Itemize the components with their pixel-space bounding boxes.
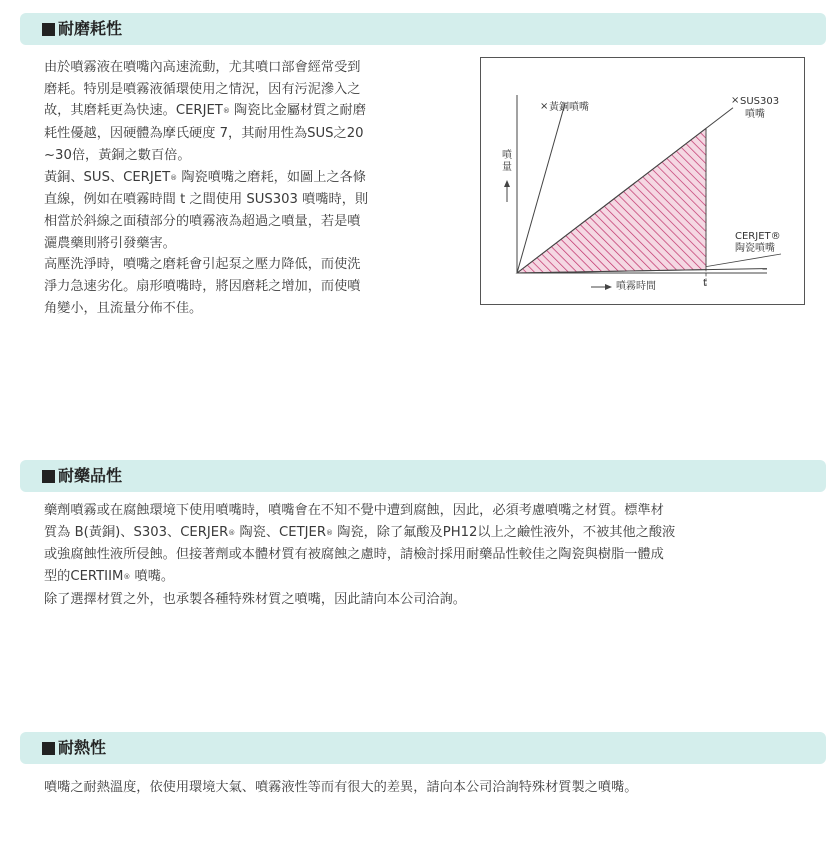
wear-text-line (44, 100, 368, 123)
text-segment: 噴嘴。 (130, 569, 175, 585)
text-segment: 黃銅、SUS、CERJET (44, 169, 171, 185)
text-segment: 高壓洗淨時，噴嘴之磨耗會引起泵之壓力降低，而使洗 (44, 257, 361, 273)
registered-mark: ® (123, 573, 131, 582)
sus303-label-line1: SUS303 (740, 96, 780, 107)
heat-paragraph (44, 777, 637, 799)
wear-text-line (44, 167, 368, 190)
text-segment: 質為 B(黃銅)、S303、CERJER (44, 524, 229, 540)
wear-text-line (44, 276, 368, 298)
section-header-wear (20, 13, 826, 45)
brass-x-mark-icon: × (540, 101, 549, 112)
text-segment: 由於噴霧液在噴嘴內高速流動，尤其噴口部會經常受到 (44, 60, 361, 75)
y-axis-arrowhead-icon (504, 180, 510, 187)
text-segment: 磨耗。特別是噴霧液循環使用之情況，因有污泥滲入之 (44, 81, 361, 97)
square-bullet-icon (42, 470, 55, 483)
wear-text-line (44, 233, 368, 255)
cerjet-label-line2: 陶瓷噴嘴 (735, 243, 775, 254)
text-segment: 除了選擇材質之外，也承製各種特殊材質之噴嘴，因此請向本公司洽詢。 (44, 591, 466, 607)
text-segment: ~30倍，黃銅之數百倍。 (44, 147, 191, 163)
cerjet-label-line1: CERJET® (735, 231, 781, 242)
section-title-chemical: 耐藥品性 (58, 466, 123, 485)
text-segment: 相當於斜線之面積部分的噴霧液為超過之噴量，若是噴 (44, 213, 361, 229)
wear-text-line (44, 254, 368, 276)
chemical-text-line (44, 500, 675, 522)
y-axis-label: 噴量 (502, 150, 512, 173)
registered-mark: ® (222, 107, 230, 116)
text-segment: 淨力急速劣化。扇形噴嘴時，將因磨耗之增加，而使噴 (44, 279, 361, 295)
cerjet-leader-line (706, 254, 781, 267)
time-t-label: t (703, 278, 707, 289)
text-segment: 直線，例如在噴霧時間 t 之間使用 SUS303 噴嘴時，則 (44, 192, 369, 208)
chemical-text-line (44, 544, 675, 566)
brass-nozzle-label: 黃銅噴嘴 (549, 102, 589, 113)
wear-comparison-figure (480, 57, 805, 305)
registered-mark: ® (326, 528, 334, 537)
wear-text-line (44, 57, 368, 79)
text-segment: 陶瓷，除了氟酸及PH12以上之鹼性液外，不被其他之酸液 (333, 524, 676, 540)
wear-text-line (44, 211, 368, 233)
square-bullet-icon (42, 23, 55, 36)
wear-text-line (44, 79, 368, 101)
x-axis-label: 噴霧時間 (616, 281, 656, 292)
section-header-chemical (20, 460, 826, 492)
section-title-wear: 耐磨耗性 (58, 19, 123, 38)
square-bullet-icon (42, 742, 55, 755)
sus-x-mark-icon: × (731, 95, 740, 106)
x-axis-arrowhead-icon (605, 284, 612, 290)
text-segment: 型的CERTIIM (44, 569, 124, 585)
registered-mark: ® (170, 173, 178, 182)
chemical-paragraph (44, 500, 675, 611)
text-segment: 故，其磨耗更為快速。CERJET (44, 103, 223, 119)
chemical-text-line (44, 566, 675, 589)
sus303-label-line2: 噴嘴 (745, 109, 765, 120)
chemical-text-line (44, 522, 675, 545)
text-segment: 灑農藥則將引發藥害。 (44, 235, 176, 251)
chemical-text-line (44, 589, 675, 611)
wear-text-line (44, 123, 368, 145)
wear-text-line (44, 145, 368, 167)
section-header-heat (20, 732, 826, 764)
wear-text-line (44, 298, 368, 320)
text-segment: 陶瓷、CETJER (235, 524, 327, 540)
wear-text-line (44, 189, 368, 211)
text-segment: 角變小，且流量分佈不佳。 (44, 300, 203, 316)
text-segment: 耗性優越，因硬體為摩氏硬度 7，其耐用性為SUS之20 (44, 126, 364, 142)
heat-text-line (44, 777, 637, 799)
section-title-heat: 耐熱性 (58, 738, 107, 757)
text-segment: 噴嘴之耐熱溫度，依使用環境大氣、噴霧液性等而有很大的差異，請向本公司洽詢特殊材質製之噴嘴。 (44, 780, 638, 795)
text-segment: 藥劑噴霧或在腐蝕環境下使用噴嘴時，噴嘴會在不知不覺中遭到腐蝕，因此，必須考慮噴嘴之材質。標準材 (44, 503, 664, 518)
registered-mark: ® (228, 528, 236, 537)
text-segment: 陶瓷噴嘴之磨耗，如圖上之各條 (177, 169, 366, 185)
text-segment: 或強腐蝕性液所侵蝕。但接著劑或本體材質有被腐蝕之慮時，請檢討採用耐藥品性較佳之陶瓷與樹脂一體成 (44, 547, 664, 563)
wear-paragraph (44, 57, 368, 319)
text-segment: 陶瓷比金屬材質之耐磨 (229, 103, 366, 119)
